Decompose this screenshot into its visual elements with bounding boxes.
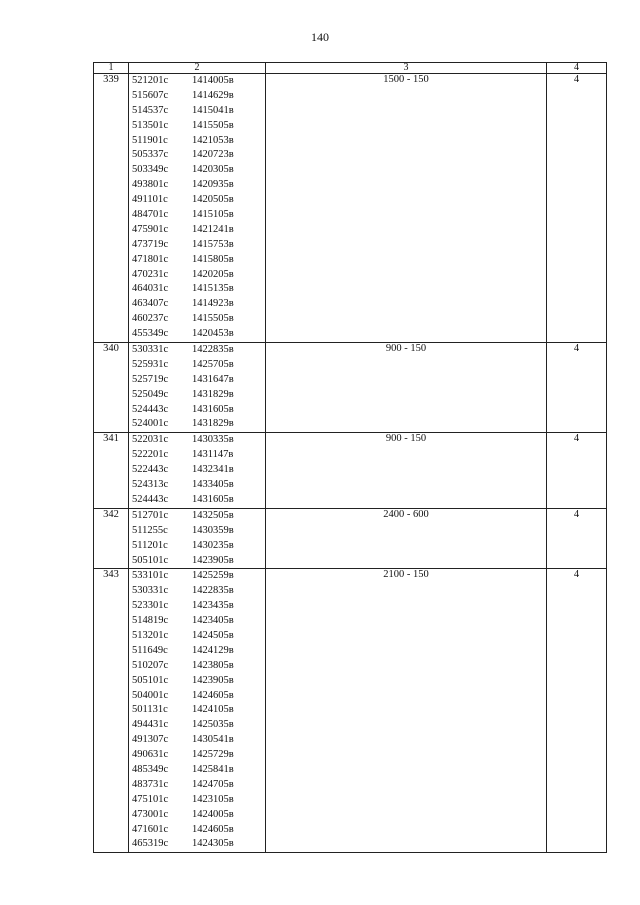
coordinate-pair — [129, 524, 265, 539]
coordinate-pair — [129, 178, 265, 193]
coordinate-pair — [129, 478, 265, 493]
column-4-value: 4 — [547, 569, 607, 853]
latitude: 475901с — [132, 223, 169, 235]
latitude: 525719с — [132, 373, 169, 385]
table-row — [94, 343, 607, 433]
longitude: 1433405в — [192, 479, 234, 491]
latitude: 525049с — [132, 388, 169, 400]
longitude: 1415805в — [192, 253, 234, 265]
latitude: 493801с — [132, 179, 169, 191]
longitude: 1422835в — [192, 585, 234, 597]
latitude: 505101с — [132, 554, 169, 566]
column-header-2: 2 — [129, 63, 266, 74]
latitude: 522031с — [132, 434, 169, 446]
coordinate-pair — [129, 763, 265, 778]
longitude: 1423105в — [192, 793, 234, 805]
longitude: 1423805в — [192, 659, 234, 671]
longitude: 1431147в — [192, 449, 234, 461]
longitude: 1424129в — [192, 644, 234, 656]
table-row — [94, 508, 607, 569]
coordinate-pair — [129, 748, 265, 763]
latitude: 504001с — [132, 689, 169, 701]
longitude: 1424105в — [192, 704, 234, 716]
longitude: 1430235в — [192, 539, 234, 551]
coordinate-pair — [129, 674, 265, 689]
latitude: 511201с — [132, 539, 168, 551]
longitude: 1421241в — [192, 223, 234, 235]
latitude: 514819с — [132, 615, 169, 627]
coordinate-pair — [129, 193, 265, 208]
coordinate-pair — [129, 74, 265, 89]
column-4-value: 4 — [547, 74, 607, 343]
longitude: 1424705в — [192, 778, 234, 790]
longitude: 1424005в — [192, 808, 234, 820]
coordinates-cell — [129, 74, 266, 343]
coordinate-pair — [129, 463, 265, 478]
table-header-row — [94, 63, 607, 74]
latitude: 484701с — [132, 209, 169, 221]
coordinate-pair — [129, 659, 265, 674]
longitude: 1421053в — [192, 134, 234, 146]
longitude: 1424305в — [192, 838, 234, 850]
latitude: 510207с — [132, 659, 169, 671]
table-row — [94, 569, 607, 853]
coordinate-pair — [129, 584, 265, 599]
coordinate-pair — [129, 793, 265, 808]
latitude: 530331с — [132, 344, 169, 356]
longitude: 1414923в — [192, 298, 234, 310]
coordinate-pair — [129, 703, 265, 718]
coordinate-pair — [129, 388, 265, 403]
latitude: 515607с — [132, 89, 169, 101]
coordinate-pair — [129, 312, 265, 327]
latitude: 524443с — [132, 493, 169, 505]
column-header-3: 3 — [266, 63, 547, 74]
row-number: 342 — [94, 508, 129, 569]
column-4-value: 4 — [547, 508, 607, 569]
page-number: 140 — [311, 30, 329, 44]
column-header-1: 1 — [94, 63, 129, 74]
coordinate-pair — [129, 433, 265, 448]
longitude: 1425729в — [192, 749, 234, 761]
coordinate-pair — [129, 373, 265, 388]
longitude: 1424605в — [192, 689, 234, 701]
longitude: 1431829в — [192, 418, 234, 430]
latitude: 473719с — [132, 238, 169, 250]
coordinate-pair — [129, 403, 265, 418]
latitude: 501131с — [132, 704, 168, 716]
column-4-value: 4 — [547, 433, 607, 508]
column-4-value: 4 — [547, 343, 607, 433]
longitude: 1425705в — [192, 358, 234, 370]
altitude-range: 900 - 150 — [266, 433, 547, 508]
latitude: 460237с — [132, 313, 169, 325]
coordinate-pair — [129, 104, 265, 119]
longitude: 1423905в — [192, 674, 234, 686]
longitude: 1431829в — [192, 388, 234, 400]
longitude: 1414629в — [192, 89, 234, 101]
latitude: 523301с — [132, 600, 169, 612]
latitude: 490631с — [132, 749, 169, 761]
longitude: 1431605в — [192, 493, 234, 505]
coordinate-pair — [129, 208, 265, 223]
latitude: 511901с — [132, 134, 168, 146]
coordinates-cell — [129, 433, 266, 508]
longitude: 1422835в — [192, 344, 234, 356]
coordinates-cell — [129, 569, 266, 853]
latitude: 455349с — [132, 328, 169, 340]
coordinate-pair — [129, 733, 265, 748]
coordinate-pair — [129, 644, 265, 659]
longitude: 1432505в — [192, 509, 234, 521]
table-body — [94, 74, 607, 853]
longitude: 1420723в — [192, 149, 234, 161]
latitude: 505101с — [132, 674, 169, 686]
coordinate-pair — [129, 238, 265, 253]
coordinate-pair — [129, 268, 265, 283]
coordinate-pair — [129, 837, 265, 852]
latitude: 514537с — [132, 104, 169, 116]
latitude: 511649с — [132, 644, 168, 656]
longitude: 1415505в — [192, 119, 234, 131]
coordinates-table — [93, 62, 607, 853]
longitude: 1430359в — [192, 524, 234, 536]
latitude: 513501с — [132, 119, 169, 131]
coordinate-pair — [129, 297, 265, 312]
latitude: 463407с — [132, 298, 169, 310]
latitude: 491307с — [132, 734, 169, 746]
coordinates-cell — [129, 343, 266, 433]
longitude: 1414005в — [192, 75, 234, 86]
coordinate-pair — [129, 148, 265, 163]
coordinate-pair — [129, 599, 265, 614]
column-header-4: 4 — [547, 63, 607, 74]
coordinate-pair — [129, 539, 265, 554]
latitude: 524001с — [132, 418, 169, 430]
latitude: 522443с — [132, 464, 169, 476]
latitude: 521201с — [132, 75, 169, 86]
longitude: 1420305в — [192, 164, 234, 176]
coordinate-pair — [129, 778, 265, 793]
coordinate-pair — [129, 282, 265, 297]
latitude: 470231с — [132, 268, 169, 280]
latitude: 475101с — [132, 793, 169, 805]
coordinate-pair — [129, 358, 265, 373]
latitude: 511255с — [132, 524, 168, 536]
longitude: 1423435в — [192, 600, 234, 612]
latitude: 524313с — [132, 479, 169, 491]
coordinate-pair — [129, 134, 265, 149]
longitude: 1420205в — [192, 268, 234, 280]
longitude: 1415505в — [192, 313, 234, 325]
coordinate-pair — [129, 343, 265, 358]
row-number: 343 — [94, 569, 129, 853]
latitude: 471801с — [132, 253, 169, 265]
latitude: 530331с — [132, 585, 169, 597]
latitude: 471601с — [132, 823, 169, 835]
longitude: 1430335в — [192, 434, 234, 446]
latitude: 473001с — [132, 808, 169, 820]
coordinate-pair — [129, 554, 265, 569]
altitude-range: 1500 - 150 — [266, 74, 547, 343]
latitude: 464031с — [132, 283, 169, 295]
row-number: 341 — [94, 433, 129, 508]
latitude: 533101с — [132, 570, 169, 582]
latitude: 483731с — [132, 778, 169, 790]
longitude: 1424505в — [192, 629, 234, 641]
longitude: 1423905в — [192, 554, 234, 566]
coordinate-pair — [129, 417, 265, 432]
latitude: 522201с — [132, 449, 169, 461]
coordinates-cell — [129, 508, 266, 569]
latitude: 494431с — [132, 719, 169, 731]
latitude: 513201с — [132, 629, 169, 641]
longitude: 1415041в — [192, 104, 234, 116]
coordinate-pair — [129, 629, 265, 644]
coordinate-pair — [129, 119, 265, 134]
coordinate-pair — [129, 448, 265, 463]
longitude: 1425259в — [192, 570, 234, 582]
coordinate-pair — [129, 223, 265, 238]
coordinate-pair — [129, 89, 265, 104]
coordinate-pair — [129, 689, 265, 704]
longitude: 1425841в — [192, 763, 234, 775]
altitude-range: 2400 - 600 — [266, 508, 547, 569]
longitude: 1425035в — [192, 719, 234, 731]
longitude: 1423405в — [192, 615, 234, 627]
table-row — [94, 433, 607, 508]
coordinate-pair — [129, 163, 265, 178]
latitude: 512701с — [132, 509, 169, 521]
altitude-range: 900 - 150 — [266, 343, 547, 433]
latitude: 491101с — [132, 194, 168, 206]
coordinate-pair — [129, 569, 265, 584]
altitude-range: 2100 - 150 — [266, 569, 547, 853]
coordinate-pair — [129, 493, 265, 508]
coordinate-pair — [129, 253, 265, 268]
coordinate-pair — [129, 509, 265, 524]
longitude: 1430541в — [192, 734, 234, 746]
latitude: 503349с — [132, 164, 169, 176]
coordinate-pair — [129, 327, 265, 342]
table-row — [94, 74, 607, 343]
longitude: 1415105в — [192, 209, 234, 221]
latitude: 465319с — [132, 838, 169, 850]
latitude: 525931с — [132, 358, 169, 370]
longitude: 1432341в — [192, 464, 234, 476]
longitude: 1420935в — [192, 179, 234, 191]
longitude: 1424605в — [192, 823, 234, 835]
longitude: 1415753в — [192, 238, 234, 250]
latitude: 524443с — [132, 403, 169, 415]
coordinate-pair — [129, 614, 265, 629]
coordinate-pair — [129, 808, 265, 823]
row-number: 339 — [94, 74, 129, 343]
latitude: 505337с — [132, 149, 169, 161]
longitude: 1431647в — [192, 373, 234, 385]
coordinate-pair — [129, 823, 265, 838]
longitude: 1420505в — [192, 194, 234, 206]
longitude: 1431605в — [192, 403, 234, 415]
latitude: 485349с — [132, 763, 169, 775]
coordinate-pair — [129, 718, 265, 733]
longitude: 1415135в — [192, 283, 234, 295]
row-number: 340 — [94, 343, 129, 433]
longitude: 1420453в — [192, 328, 234, 340]
